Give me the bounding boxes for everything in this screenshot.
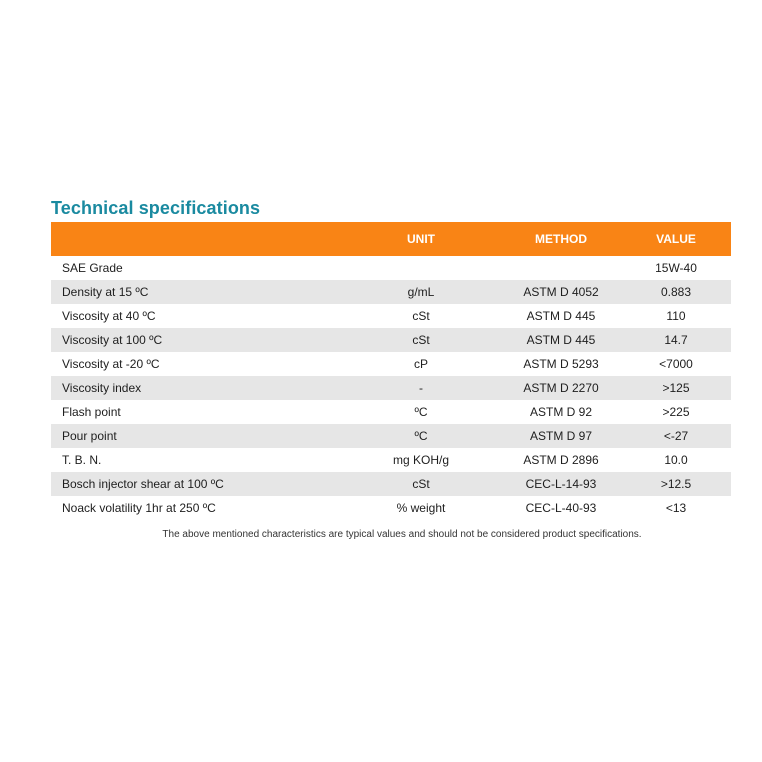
cell-property: Viscosity at 40 ºC [51, 304, 341, 328]
table-row [51, 376, 731, 400]
table-row [51, 280, 731, 304]
table-row [51, 472, 731, 496]
cell-property: Viscosity index [51, 376, 341, 400]
cell-value: <-27 [621, 424, 731, 448]
table-row [51, 424, 731, 448]
cell-unit: cP [341, 352, 501, 376]
cell-value: <7000 [621, 352, 731, 376]
cell-unit: cSt [341, 328, 501, 352]
cell-unit: % weight [341, 496, 501, 520]
cell-property: Viscosity at 100 ºC [51, 328, 341, 352]
table-row [51, 256, 731, 280]
table-header-row [51, 222, 731, 256]
cell-method: ASTM D 92 [501, 400, 621, 424]
cell-value: 110 [621, 304, 731, 328]
cell-value: 0.883 [621, 280, 731, 304]
header-name [51, 222, 341, 256]
cell-unit: g/mL [341, 280, 501, 304]
table-row [51, 304, 731, 328]
cell-method: ASTM D 97 [501, 424, 621, 448]
cell-property: T. B. N. [51, 448, 341, 472]
cell-property: Flash point [51, 400, 341, 424]
cell-property: Pour point [51, 424, 341, 448]
cell-method [501, 256, 621, 280]
cell-value: 10.0 [621, 448, 731, 472]
cell-unit: cSt [341, 472, 501, 496]
cell-method: ASTM D 5293 [501, 352, 621, 376]
table-row [51, 328, 731, 352]
table-row [51, 448, 731, 472]
cell-method: ASTM D 4052 [501, 280, 621, 304]
cell-unit [341, 256, 501, 280]
cell-method: ASTM D 2896 [501, 448, 621, 472]
cell-property: SAE Grade [51, 256, 341, 280]
cell-value: 14.7 [621, 328, 731, 352]
header-method: METHOD [501, 222, 621, 256]
cell-property: Density at 15 ºC [51, 280, 341, 304]
cell-value: <13 [621, 496, 731, 520]
table-row [51, 352, 731, 376]
cell-unit: ºC [341, 400, 501, 424]
cell-method: ASTM D 2270 [501, 376, 621, 400]
spec-table [51, 222, 731, 520]
cell-unit: ºC [341, 424, 501, 448]
section-title: Technical specifications [51, 198, 261, 218]
cell-method: CEC-L-14-93 [501, 472, 621, 496]
header-value: VALUE [621, 222, 731, 256]
cell-method: CEC-L-40-93 [501, 496, 621, 520]
cell-value: 15W-40 [621, 256, 731, 280]
cell-property: Noack volatility 1hr at 250 ºC [51, 496, 341, 520]
cell-value: >12.5 [621, 472, 731, 496]
cell-unit: - [341, 376, 501, 400]
header-unit: UNIT [341, 222, 501, 256]
table-row [51, 496, 731, 520]
cell-unit: mg KOH/g [341, 448, 501, 472]
disclaimer-note: The above mentioned characteristics are typical values and should not be considered product specifications. [162, 529, 642, 540]
cell-method: ASTM D 445 [501, 328, 621, 352]
cell-value: >125 [621, 376, 731, 400]
cell-property: Bosch injector shear at 100 ºC [51, 472, 341, 496]
cell-unit: cSt [341, 304, 501, 328]
cell-value: >225 [621, 400, 731, 424]
cell-method: ASTM D 445 [501, 304, 621, 328]
table-row [51, 400, 731, 424]
cell-property: Viscosity at -20 ºC [51, 352, 341, 376]
